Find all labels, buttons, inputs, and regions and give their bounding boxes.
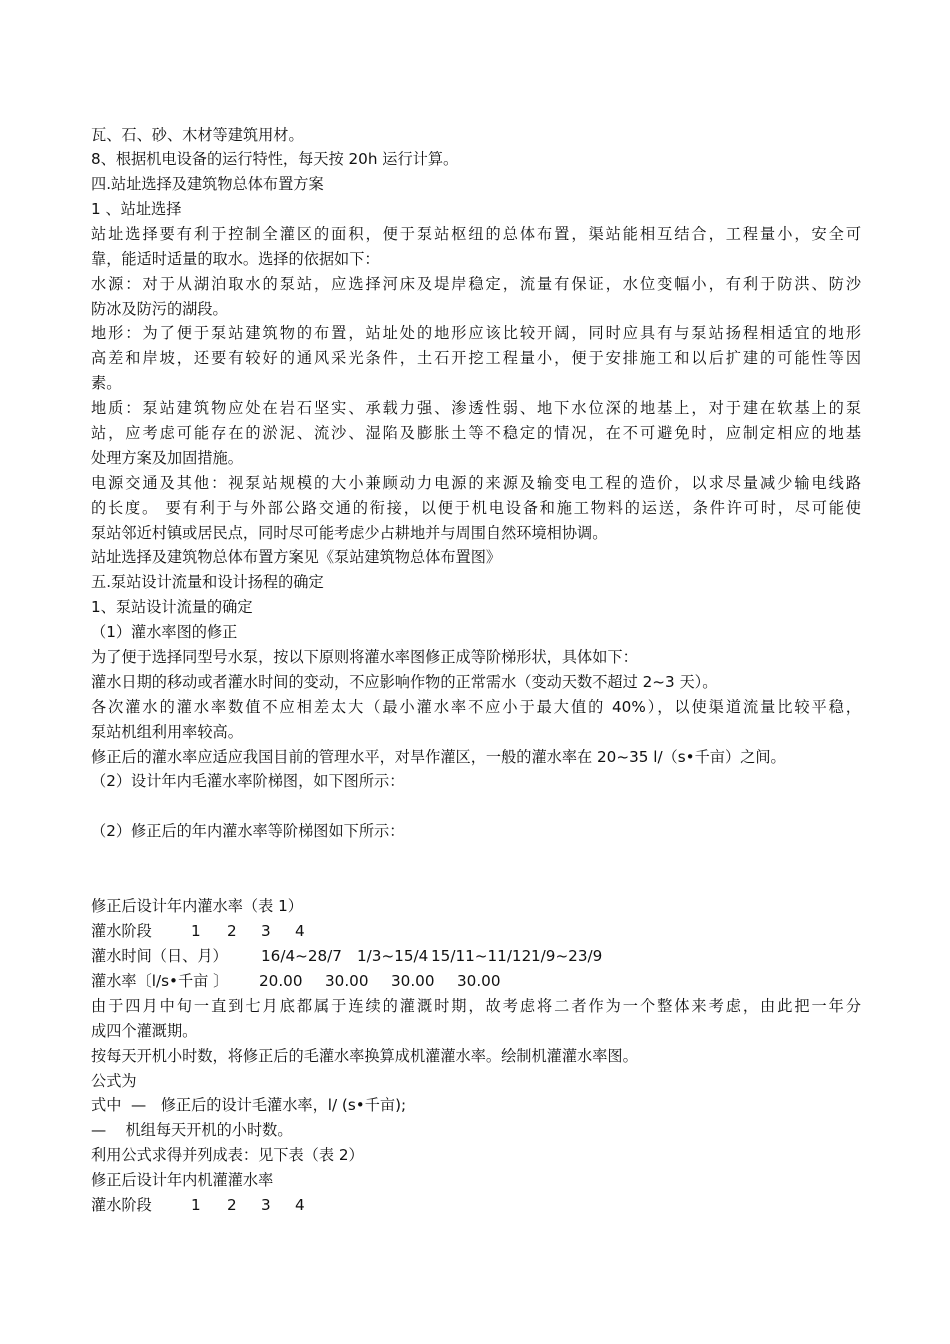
text-line: 素。 xyxy=(91,374,122,392)
text-line: 地质：泵站建筑物应处在岩石坚实、承载力强、渗透性弱、地下水位深的地基上，对于建在软基上的泵 xyxy=(91,399,861,417)
text-line: 由于四月中旬一直到七月底都属于连续的灌溉时期，故考虑将二者作为一个整体来考虑，由此把一年分 xyxy=(91,997,861,1015)
row-label: 灌水阶段 xyxy=(91,1196,152,1214)
subsection-heading: 1 、站址选择 xyxy=(91,200,182,218)
text-line: 处理方案及加固措施。 xyxy=(91,449,243,467)
table-cell: 16/4~28/7 xyxy=(261,947,342,965)
text-line: 为了便于选择同型号水泵，按以下原则将灌水率图修正成等阶梯形状，具体如下： xyxy=(91,648,638,666)
text-line: 修正后的灌水率应适应我国目前的管理水平，对旱作灌区，一般的灌水率在 20~35 l/（s•千亩）之间。 xyxy=(91,748,786,766)
table-cell: 20.00 xyxy=(259,972,303,990)
text-line: （2）修正后的年内灌水率等阶梯图如下所示： xyxy=(91,822,405,840)
text-line: 利用公式求得并列成表：见下表（表 2） xyxy=(91,1146,364,1164)
table-cell: 30.00 xyxy=(391,972,435,990)
text-line: 靠，能适时适量的取水。选择的依据如下： xyxy=(91,250,380,268)
text-line: 站址选择及建筑物总体布置方案见《泵站建筑物总体布置图》 xyxy=(91,548,502,566)
text-line: 灌水日期的移动或者灌水时间的变动，不应影响作物的正常需水（变动天数不超过 2~3 天）。 xyxy=(91,673,718,691)
row-label: 灌水时间（日、月） xyxy=(91,947,228,965)
text-line: 高差和岸坡，还要有较好的通风采光条件，土石开挖工程量小，便于安排施工和以后扩建的可能性等因 xyxy=(91,349,861,367)
formula-line: — 机组每天开机的小时数。 xyxy=(91,1121,293,1139)
table1-stage-row xyxy=(91,922,861,940)
table1-time-row xyxy=(91,947,861,965)
text-line: 公式为 xyxy=(91,1072,137,1090)
text-line: 水源：对于从湖泊取水的泵站，应选择河床及堤岸稳定，流量有保证，水位变幅小，有利于防洪、防沙 xyxy=(91,275,861,293)
table-cell: 30.00 xyxy=(325,972,369,990)
text-line: 泵站邻近村镇或居民点，同时尽可能考虑少占耕地并与周围自然环境相协调。 xyxy=(91,524,608,542)
formula-line: 式中 — 修正后的设计毛灌水率，l/ (s•千亩); xyxy=(91,1096,407,1114)
table-cell: 1/9~23/9 xyxy=(531,947,603,965)
table-cell: 2 xyxy=(227,922,237,940)
text-line: 地形：为了便于泵站建筑物的布置，站址处的地形应该比较开阔，同时应具有与泵站扬程相适宜的地形 xyxy=(91,324,861,342)
text-line: 各次灌水的灌水率数值不应相差太大（最小灌水率不应小于最大值的 40%），以使渠道流量比较平稳， xyxy=(91,698,861,716)
section-heading: 四.站址选择及建筑物总体布置方案 xyxy=(91,175,324,193)
table-cell: 2 xyxy=(227,1196,237,1214)
table-cell: 1 xyxy=(191,1196,201,1214)
table-caption: 修正后设计年内机灌灌水率 xyxy=(91,1171,274,1189)
table2-stage-row xyxy=(91,1196,861,1214)
row-label: 灌水阶段 xyxy=(91,922,152,940)
subsection-heading: （1）灌水率图的修正 xyxy=(91,623,238,641)
table-cell: 3 xyxy=(261,922,271,940)
row-label: 灌水率〔l/s•千亩 〕 xyxy=(91,972,229,990)
table-cell: 1/3~15/4 xyxy=(357,947,429,965)
subsection-heading: 1、泵站设计流量的确定 xyxy=(91,598,253,616)
table-cell: 30.00 xyxy=(457,972,501,990)
table-caption: 修正后设计年内灌水率（表 1） xyxy=(91,897,303,915)
text-line: （2）设计年内毛灌水率阶梯图，如下图所示： xyxy=(91,772,405,790)
text-line: 泵站机组利用率较高。 xyxy=(91,723,243,741)
table-cell: 15/11~11/12 xyxy=(431,947,532,965)
table-cell: 1 xyxy=(191,922,201,940)
text-line: 的长度。 要有利于与外部公路交通的衔接，以便于机电设备和施工物料的运送，条件许可时，尽可能使 xyxy=(91,499,861,517)
text-line: 防冰及防污的湖段。 xyxy=(91,300,228,318)
text-line: 8、根据机电设备的运行特性，每天按 20h 运行计算。 xyxy=(91,150,459,168)
table-cell: 4 xyxy=(295,922,305,940)
table-cell: 3 xyxy=(261,1196,271,1214)
text-line: 成四个灌溉期。 xyxy=(91,1022,198,1040)
table1-rate-row xyxy=(91,972,861,990)
text-line: 站址选择要有利于控制全灌区的面积，便于泵站枢纽的总体布置，渠站能相互结合，工程量小，安全可 xyxy=(91,225,861,243)
section-heading: 五.泵站设计流量和设计扬程的确定 xyxy=(91,573,324,591)
text-line: 按每天开机小时数，将修正后的毛灌水率换算成机灌灌水率。绘制机灌灌水率图。 xyxy=(91,1047,638,1065)
table-cell: 4 xyxy=(295,1196,305,1214)
text-line: 电源交通及其他：视泵站规模的大小兼顾动力电源的来源及输变电工程的造价，以求尽量减少输电线路 xyxy=(91,474,861,492)
text-line: 站，应考虑可能存在的淤泥、流沙、湿陷及膨胀土等不稳定的情况，在不可避免时，应制定相应的地基 xyxy=(91,424,861,442)
text-line: 瓦、石、砂、木材等建筑用材。 xyxy=(91,126,304,144)
